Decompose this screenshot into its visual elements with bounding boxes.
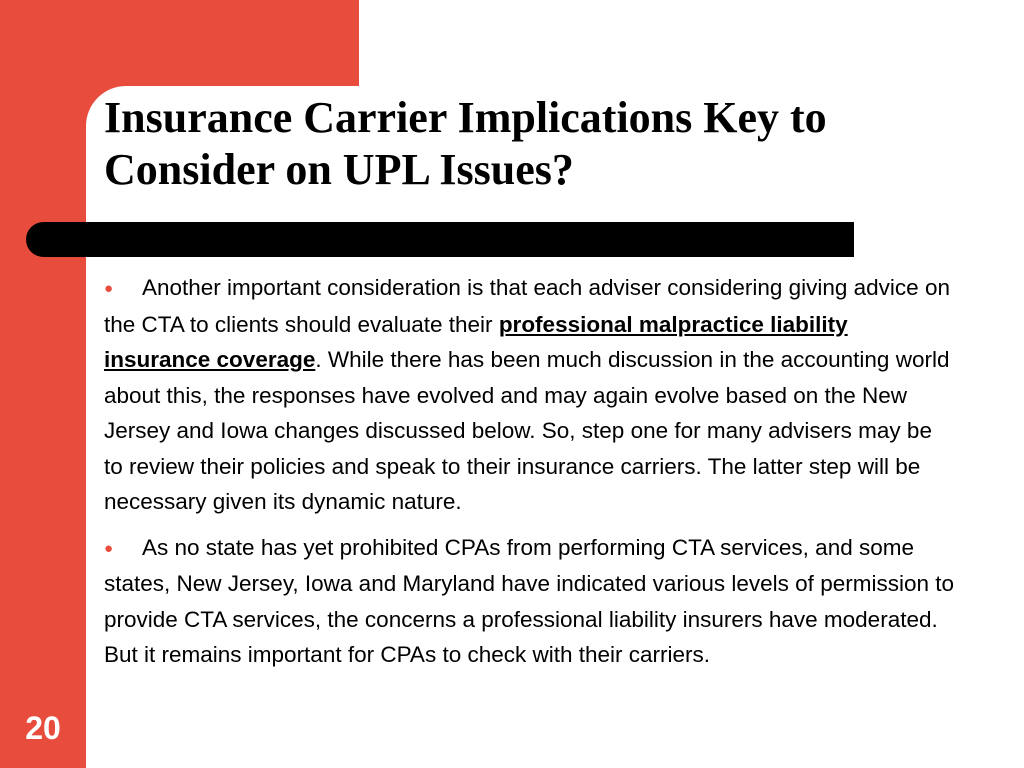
bullet-2-text: As no state has yet prohibited CPAs from performing CTA services, and some states, New Jersey, Iowa and Maryland have indicated various levels of permission to provide CTA services, the concerns a professional liability insurers have moderated. But it remains important for CPAs to check with their carriers. — [104, 534, 954, 667]
slide-title: Insurance Carrier Implications Key to Consider on UPL Issues? — [104, 93, 827, 194]
bullet-1-text-before: Another important consideration is that each adviser considering giving advice on the CTA to clients should evaluate their — [104, 275, 950, 337]
slide-body — [104, 270, 954, 683]
bullet-icon: ● — [104, 539, 114, 557]
red-top-block — [0, 0, 359, 86]
bullet-item-1 — [104, 270, 954, 520]
bullet-icon: ● — [104, 280, 114, 297]
bullet-1-emphasis: professional malpractice liability insurance coverage — [104, 311, 848, 372]
red-sidebar — [0, 0, 86, 768]
page-number: 20 — [25, 710, 61, 746]
bullet-1-text-after: . While there has been much discussion in the accounting world about this, the responses have evolved and may again evolve based on the New Jersey and Iowa changes discussed below. So, step one for many advisers may be to review their policies and speak to their insurance carriers. The latter step will be necessary given its dynamic nature. — [104, 347, 950, 514]
bullet-item-2 — [104, 530, 954, 673]
title-divider-bar — [26, 222, 854, 257]
